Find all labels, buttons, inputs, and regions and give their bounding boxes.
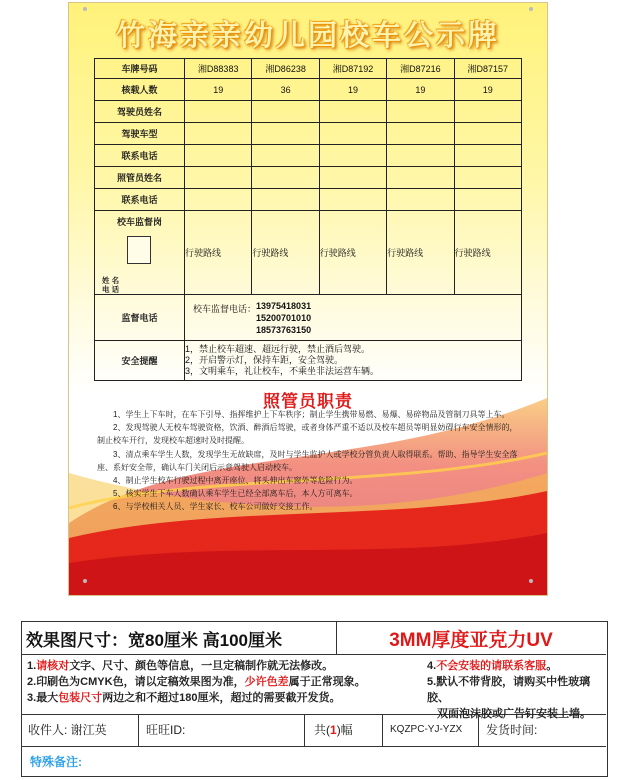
supervisor-label: 校车监督岗 [116,217,162,227]
safety-rule: 3，文明乘车，礼让校车，不乘坐非法运营车辆。 [185,366,380,376]
table-row [95,167,522,189]
remark-row [22,746,606,776]
wangwang-label: 旺旺ID: [146,723,186,737]
table-row [95,295,522,341]
duty-item: 2、发现驾驶人无校车驾驶资格，饮酒、醉酒后驾驶，或者身体严重不适以及校车超员等明显妨碍行车安全情形的，制止校车开行，发现校车超速时及时提醒。 [97,423,518,446]
photo-placeholder [127,236,151,264]
supervise-phone-head: 校车监督电话： [193,303,257,314]
plate-value: 湘D87157 [454,59,521,79]
note-item: 4.不会安装的请联系客服。 [427,660,558,672]
table-row [95,211,522,295]
duty-item: 3、清点乘车学生人数，发现学生无故缺席，及时与学生监护人或学校分管负责人取得联系。帮助、指导学生安全落座、系好安全带，确认车门关闭后示意驾驶人启动校车。 [97,449,518,472]
name-tel-label: 姓 名 电 话 [102,276,120,294]
mount-screw [529,7,533,11]
capacity-value: 19 [387,79,454,101]
table-row [95,79,522,101]
divider [304,714,305,746]
route-label: 行驶路线 [185,211,252,295]
table-row [95,145,522,167]
notes-right [427,658,606,722]
material-text: 3MM厚度亚克力UV [389,630,553,651]
table-row [95,123,522,145]
size-row [22,622,606,655]
driver-label: 驾驶员姓名 [95,101,185,123]
plate-label: 车牌号码 [95,59,185,79]
table-row [95,189,522,211]
duty-item: 5、核实学生下车人数确认乘车学生已经全部离车后，本人方可离车。 [113,489,358,499]
supervise-phone-label: 监督电话 [95,295,185,341]
divider [138,714,139,746]
plate-value: 湘D88383 [185,59,252,79]
safety-rules [185,341,522,381]
ship-time-label: 发货时间: [486,723,538,737]
notes-row [22,654,606,720]
note-item: 3.最大包装尺寸两边之和不超过180厘米，超过的需要截开发货。 [27,692,341,704]
receiver-text: 收件人: 谢江英 [28,723,107,737]
safety-label: 安全提醒 [95,341,185,381]
duty-item: 1、学生上下车时，在车下引导、指挥维护上下车秩序；制止学生携带易燃、易爆、易碎物品及管制刀具等上车。 [113,410,510,419]
route-label: 行驶路线 [454,211,521,295]
phone-number: 18573763150 [256,324,312,335]
board-title: 竹海亲亲幼儿园校车公示牌 [115,20,500,52]
note-item: 双面泡沫胶或广告钉安装上墙。 [437,708,591,720]
duty-item: 4、制止学生校车行驶过程中离开座位、将头伸出车窗外等危险行为。 [113,476,358,486]
mount-screw [83,7,87,11]
model-label: 驾驶车型 [95,123,185,145]
attendant-phone-label: 联系电话 [95,189,185,211]
capacity-value: 19 [185,79,252,101]
capacity-value: 36 [252,79,319,101]
divider [382,714,383,746]
supervise-phone-cell [185,295,522,341]
duty-title: 照管员职责 [263,392,353,411]
route-label: 行驶路线 [387,211,454,295]
table-row [95,341,522,381]
attendant-label: 照管员姓名 [95,167,185,189]
safety-rule: 2，开启警示灯，保持车距，安全驾驶。 [185,355,344,365]
remark-label: 特殊备注: [30,755,82,769]
product-code: KQZPC-YJ-YZX [390,724,463,735]
note-item: 1.请核对文字、尺寸、颜色等信息，一旦定稿制作就无法修改。 [27,660,334,672]
table-row [95,59,522,79]
mount-screw [529,579,533,583]
shipping-row [22,714,606,747]
safety-rule: 1，禁止校车超速、超远行驶，禁止酒后驾驶。 [185,344,371,354]
size-text: 效果图尺寸：宽80厘米 高100厘米 [26,631,282,650]
route-label: 行驶路线 [252,211,319,295]
order-info-table [21,621,608,777]
capacity-value: 19 [454,79,521,101]
plate-value: 湘D86238 [252,59,319,79]
plate-value: 湘D87216 [387,59,454,79]
count-text: 共(1)幅 [314,723,353,737]
note-item: 5.默认不带背胶，请购买中性玻璃胶、 [427,676,591,704]
phone-number: 15200701010 [256,312,312,323]
vehicle-info-table [94,58,522,381]
capacity-value: 19 [319,79,386,101]
duty-list [97,408,521,514]
divider [478,714,479,746]
table-row [95,101,522,123]
supervisor-cell [95,211,185,295]
phone-block [193,300,311,336]
plate-value: 湘D87192 [319,59,386,79]
phone-number: 13975418031 [256,300,312,311]
phone-label: 联系电话 [95,145,185,167]
mount-screw [83,579,87,583]
capacity-label: 核载人数 [95,79,185,101]
duty-item: 6、与学校相关人员、学生家长、校车公司做好交接工作。 [113,502,318,512]
bus-notice-board [68,2,548,596]
route-label: 行驶路线 [319,211,386,295]
phone-list [256,300,311,336]
note-item: 2.印刷色为CMYK色，请以定稿效果图为准，少许色差属于正常现象。 [27,676,366,688]
notes-left [27,658,366,706]
